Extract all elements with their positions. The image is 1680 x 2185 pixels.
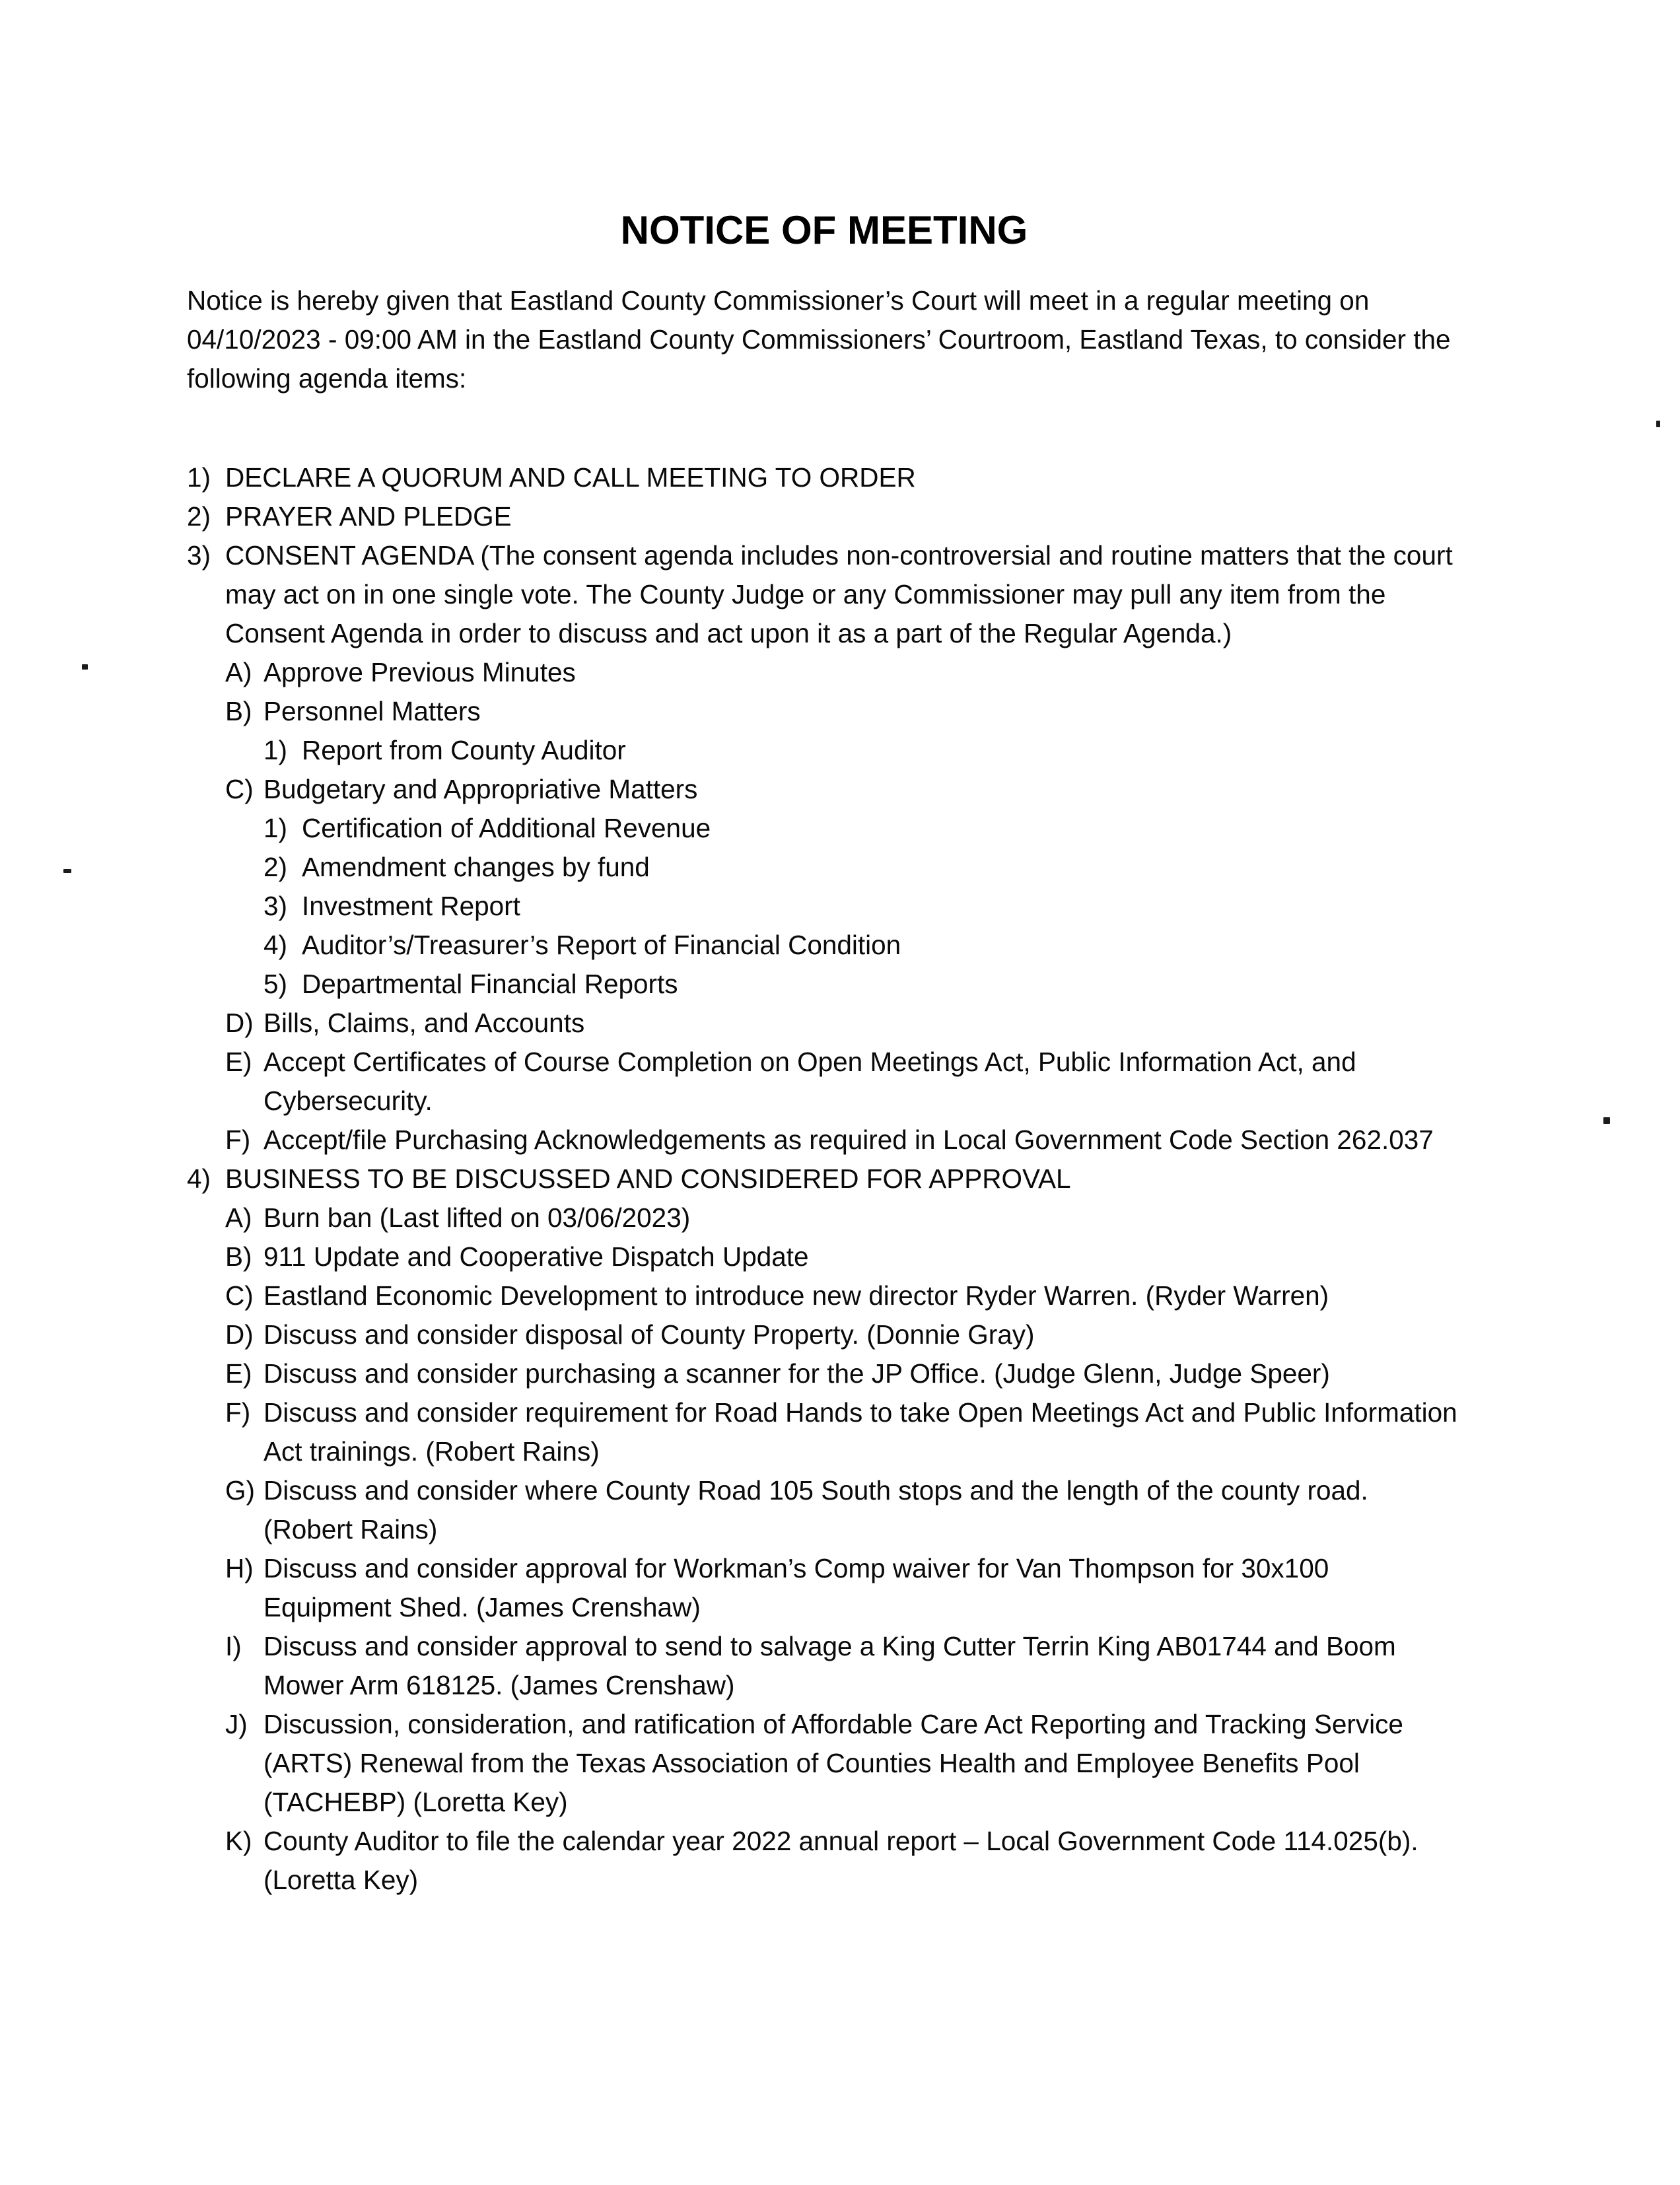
agenda-item-marker: 1) [187, 462, 211, 493]
agenda-item-text: Amendment changes by fund [302, 852, 650, 882]
agenda-item [187, 1549, 1461, 1627]
agenda-item-text: Discuss and consider requirement for Road Hands to take Open Meetings Act and Public Information Act trainings. (Robert Rains) [263, 1397, 1457, 1467]
agenda-item [187, 731, 1461, 770]
agenda-item [187, 458, 1461, 497]
agenda-item-text: Investment Report [302, 891, 520, 921]
agenda-item-marker: F) [225, 1397, 251, 1428]
agenda-item-text: Certification of Additional Revenue [302, 813, 711, 843]
agenda-item-text: DECLARE A QUORUM AND CALL MEETING TO ORDER [225, 462, 916, 493]
agenda-list [187, 458, 1461, 1900]
agenda-item-marker: 3) [263, 891, 288, 921]
agenda-item-marker: B) [225, 1241, 252, 1272]
agenda-item [187, 1198, 1461, 1237]
agenda-item-text: Budgetary and Appropriative Matters [263, 774, 698, 804]
scan-speck [1603, 1117, 1610, 1124]
agenda-item [187, 1354, 1461, 1393]
agenda-item-marker: E) [225, 1358, 252, 1389]
agenda-item-text: Bills, Claims, and Accounts [263, 1008, 585, 1038]
agenda-item [187, 692, 1461, 731]
agenda-item-marker: C) [225, 1280, 254, 1311]
agenda-item-marker: D) [225, 1319, 254, 1350]
agenda-item-marker: 1) [263, 813, 288, 843]
agenda-item [187, 653, 1461, 692]
agenda-item-text: PRAYER AND PLEDGE [225, 501, 512, 532]
scan-speck [63, 869, 71, 873]
agenda-item-text: Discuss and consider where County Road 105 South stops and the length of the county road. (Robert Rains) [263, 1475, 1368, 1544]
agenda-item [187, 1004, 1461, 1043]
agenda-item-marker: 1) [263, 735, 288, 765]
agenda-item-marker: G) [225, 1475, 255, 1506]
agenda-item [187, 926, 1461, 965]
agenda-item [187, 1315, 1461, 1354]
agenda-item-text: Departmental Financial Reports [302, 969, 678, 999]
agenda-item [187, 1121, 1461, 1160]
agenda-item-text: Discuss and consider purchasing a scanner for the JP Office. (Judge Glenn, Judge Speer) [263, 1358, 1330, 1389]
agenda-item-text: Personnel Matters [263, 696, 481, 726]
agenda-item-marker: A) [225, 657, 252, 687]
agenda-item-text: Report from County Auditor [302, 735, 626, 765]
agenda-item-text: Approve Previous Minutes [263, 657, 576, 687]
agenda-item [187, 848, 1461, 887]
agenda-item-text: BUSINESS TO BE DISCUSSED AND CONSIDERED FOR APPROVAL [225, 1163, 1071, 1194]
agenda-item-marker: I) [225, 1631, 242, 1661]
agenda-item-marker: E) [225, 1047, 252, 1077]
agenda-item-marker: B) [225, 696, 252, 726]
scan-speck [82, 664, 88, 670]
agenda-item-marker: C) [225, 774, 254, 804]
agenda-item-marker: 4) [187, 1163, 211, 1194]
agenda-item [187, 809, 1461, 848]
agenda-item-marker: K) [225, 1826, 252, 1856]
agenda-item [187, 536, 1461, 653]
scan-speck [1656, 421, 1660, 427]
document-title: NOTICE OF MEETING [620, 208, 1028, 252]
agenda-item-marker: D) [225, 1008, 254, 1038]
agenda-item-text: Burn ban (Last lifted on 03/06/2023) [263, 1202, 691, 1233]
agenda-item-marker: 2) [263, 852, 288, 882]
agenda-item [187, 1043, 1461, 1121]
agenda-item [187, 1160, 1461, 1198]
agenda-item-text: Discuss and consider approval for Workman’s Comp waiver for Van Thompson for 30x100 Equipment Shed. (James Crenshaw) [263, 1553, 1329, 1622]
agenda-item-marker: F) [225, 1125, 251, 1155]
agenda-item [187, 1471, 1461, 1549]
agenda-item-text: 911 Update and Cooperative Dispatch Update [263, 1241, 809, 1272]
agenda-item-text: Accept Certificates of Course Completion on Open Meetings Act, Public Information Act, and Cybersecurity. [263, 1047, 1356, 1116]
agenda-item-text: Discuss and consider approval to send to salvage a King Cutter Terrin King AB01744 and Boom Mower Arm 618125. (James Crenshaw) [263, 1631, 1396, 1700]
agenda-item [187, 1276, 1461, 1315]
agenda-item [187, 497, 1461, 536]
agenda-item [187, 1393, 1461, 1471]
agenda-item-marker: 4) [263, 930, 288, 960]
agenda-item-marker: 3) [187, 540, 211, 571]
agenda-item-marker: 2) [187, 501, 211, 532]
agenda-item-marker: H) [225, 1553, 254, 1583]
agenda-item [187, 1627, 1461, 1705]
agenda-item-text: County Auditor to file the calendar year 2022 annual report – Local Government Code 114.025(b). (Loretta Key) [263, 1826, 1418, 1895]
agenda-item [187, 965, 1461, 1004]
agenda-item [187, 1237, 1461, 1276]
agenda-item-text: Accept/file Purchasing Acknowledgements as required in Local Government Code Section 262.037 [263, 1125, 1434, 1155]
agenda-item-marker: 5) [263, 969, 288, 999]
agenda-item-text: Discuss and consider disposal of County Property. (Donnie Gray) [263, 1319, 1035, 1350]
agenda-item-marker: A) [225, 1202, 252, 1233]
agenda-item-text: CONSENT AGENDA (The consent agenda includes non-controversial and routine matters that the court may act on in one single vote. The County Judge or any Commissioner may pull any item from the Consent Agenda in order to discuss and act upon it as a part of the Regular Agenda.) [225, 540, 1453, 648]
agenda-item [187, 887, 1461, 926]
agenda-item-marker: J) [225, 1709, 248, 1739]
intro-paragraph: Notice is hereby given that Eastland County Commissioner’s Court will meet in a regular meeting on 04/10/2023 - 09:00 AM in the Eastland County Commissioners’ Courtroom, Eastland Texas, to consider the following agenda items: [187, 285, 1451, 394]
agenda-item [187, 1705, 1461, 1822]
agenda-item [187, 1822, 1461, 1900]
agenda-item-text: Auditor’s/Treasurer’s Report of Financial Condition [302, 930, 901, 960]
agenda-item-text: Eastland Economic Development to introduce new director Ryder Warren. (Ryder Warren) [263, 1280, 1329, 1311]
agenda-item [187, 770, 1461, 809]
agenda-item-text: Discussion, consideration, and ratification of Affordable Care Act Reporting and Tracking Service (ARTS) Renewal from the Texas Association of Counties Health and Employee Benefits Pool (TACHEBP) (Loretta Key) [263, 1709, 1403, 1817]
